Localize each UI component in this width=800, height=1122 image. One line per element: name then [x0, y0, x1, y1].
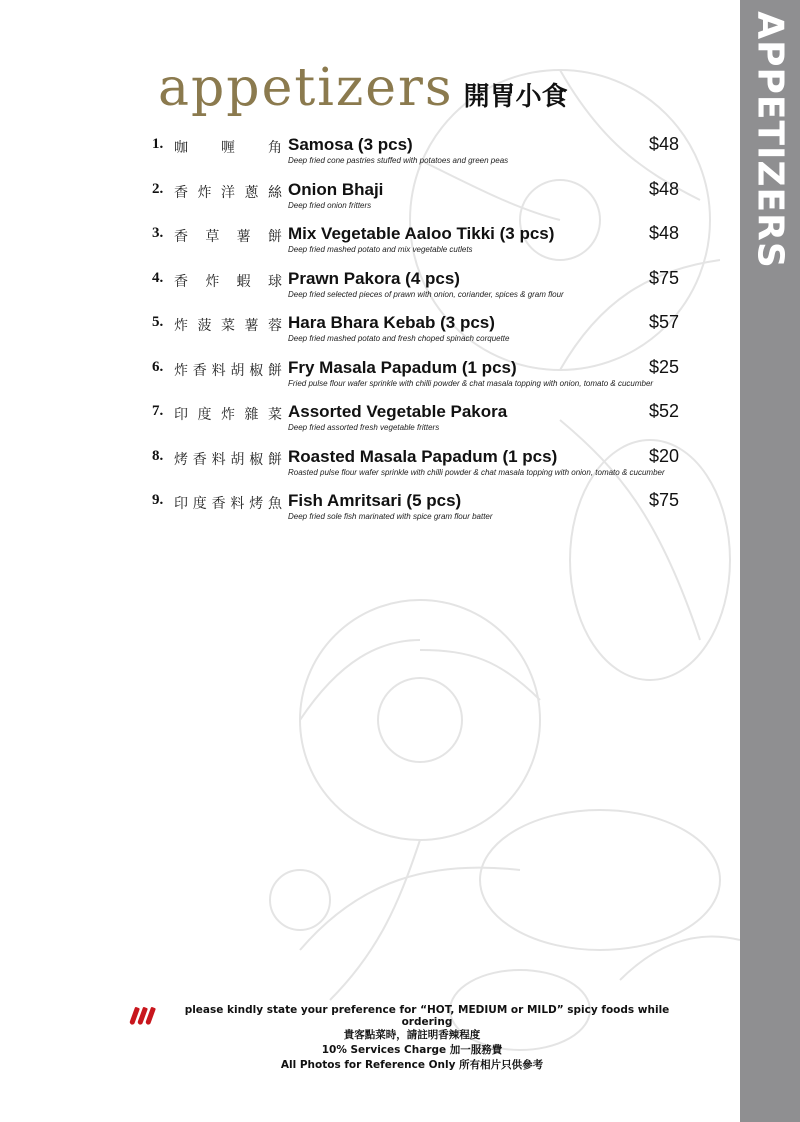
- item-number: 2.: [152, 180, 164, 197]
- menu-item: [152, 312, 692, 357]
- menu-item: [152, 357, 692, 402]
- menu-item: [152, 401, 692, 446]
- menu-item: [152, 223, 692, 268]
- item-name: Assorted Vegetable Pakora: [288, 402, 508, 421]
- item-number: 6.: [152, 358, 164, 375]
- page-title-zh: 開胃小食: [463, 82, 568, 112]
- item-number: 4.: [152, 269, 164, 286]
- item-price: $48: [648, 178, 679, 199]
- item-price: $52: [648, 401, 679, 421]
- item-chinese-name: 咖 喱 角: [174, 140, 282, 156]
- item-name: Fish Amritsari (5 pcs): [288, 491, 462, 510]
- item-name: Roasted Masala Papadum (1 pcs): [288, 446, 558, 466]
- item-number: 1.: [152, 136, 164, 152]
- page-title-en: appetizers: [158, 58, 454, 118]
- item-name: Fry Masala Papadum (1 pcs): [288, 357, 517, 377]
- side-label: APPETIZERS: [749, 11, 791, 269]
- spice-note-line: [132, 1004, 692, 1028]
- item-description: Deep fried assorted fresh vegetable fritters: [288, 423, 440, 432]
- item-name: Prawn Pakora (4 pcs): [288, 268, 460, 288]
- service-charge-note: 10% Services Charge 加一服務費: [321, 1044, 503, 1056]
- item-chinese-name: 印度炸雜菜: [174, 407, 282, 423]
- photo-note: All Photos for Reference Only 所有相片只供參考: [280, 1059, 544, 1071]
- item-number: 3.: [152, 225, 164, 241]
- menu-item: [152, 490, 692, 535]
- footer-notes: [132, 1004, 692, 1073]
- page-title: [158, 58, 568, 118]
- menu-list: [152, 134, 692, 535]
- item-name: Mix Vegetable Aaloo Tikki (3 pcs): [288, 224, 555, 243]
- spice-note: please kindly state your preference for “HOT, MEDIUM or MILD” spicy foods while ordering: [184, 1004, 670, 1028]
- item-price: $75: [648, 490, 679, 510]
- item-number: 8.: [152, 447, 164, 464]
- item-price: $20: [648, 445, 679, 466]
- item-price: $25: [648, 356, 679, 377]
- chili-icon: [132, 1007, 156, 1025]
- item-chinese-name: 香炸洋蔥絲: [174, 184, 282, 201]
- item-description: Deep fried mashed potato and mix vegetable cutlets: [288, 245, 473, 254]
- item-chinese-name: 炸香料胡椒餅: [174, 362, 282, 379]
- menu-item: [152, 134, 692, 179]
- item-price: $48: [648, 223, 679, 243]
- item-chinese-name: 烤香料胡椒餅: [174, 451, 282, 468]
- menu-item: [152, 179, 692, 224]
- item-number: 9.: [152, 492, 164, 508]
- item-price: $57: [648, 312, 679, 332]
- item-description: Deep fried cone pastries stuffed with potatoes and green peas: [288, 156, 509, 165]
- item-price: $48: [648, 134, 679, 154]
- menu-item: [152, 446, 692, 491]
- item-chinese-name: 炸菠菜薯蓉: [174, 318, 282, 334]
- item-price: $75: [648, 267, 679, 288]
- menu-item: [152, 268, 692, 313]
- item-number: 7.: [152, 403, 164, 419]
- item-description: Fried pulse flour wafer sprinkle with chilli powder & chat masala topping with onion, tomato & cucumber: [288, 378, 654, 388]
- item-chinese-name: 印度香料烤魚: [174, 496, 282, 512]
- item-chinese-name: 香 草 薯 餅: [174, 229, 282, 245]
- item-description: Deep fried selected pieces of prawn with onion, coriander, spices & gram flour: [288, 289, 564, 299]
- item-number: 5.: [152, 314, 164, 330]
- item-description: Roasted pulse flour wafer sprinkle with chilli powder & chat masala topping with onion, tomato & cucumber: [288, 467, 665, 477]
- item-description: Deep fried sole fish marinated with spice gram flour batter: [288, 512, 493, 521]
- item-description: Deep fried mashed potato and fresh choped spinach corquette: [288, 334, 510, 343]
- item-chinese-name: 香 炸 蝦 球: [174, 273, 282, 290]
- item-description: Deep fried onion fritters: [288, 200, 372, 210]
- item-name: Hara Bhara Kebab (3 pcs): [288, 313, 495, 332]
- spice-note-zh: 貴客點菜時，請註明香辣程度: [343, 1029, 481, 1041]
- item-name: Samosa (3 pcs): [288, 135, 413, 154]
- item-name: Onion Bhaji: [288, 179, 384, 199]
